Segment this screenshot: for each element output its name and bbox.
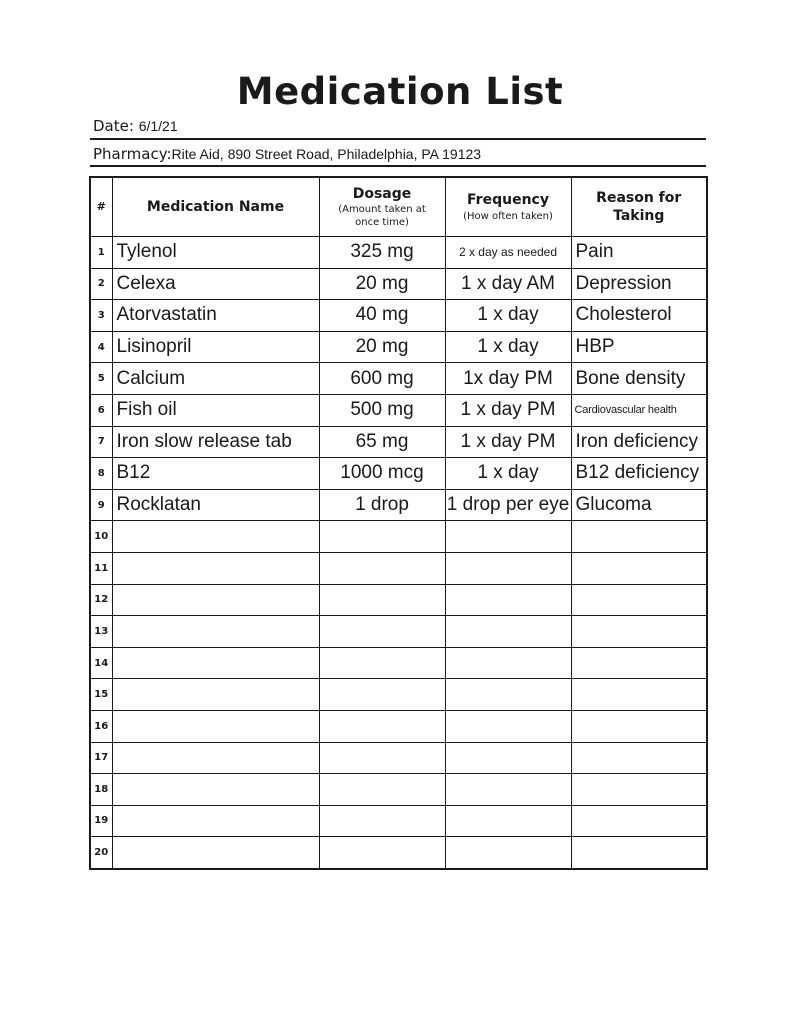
table-row xyxy=(90,394,707,426)
frequency-cell: 1 x day xyxy=(445,300,571,332)
medication-name-cell xyxy=(112,805,319,837)
row-number-cell: 8 xyxy=(90,458,112,490)
table-row xyxy=(90,647,707,679)
row-number-cell: 20 xyxy=(90,837,112,869)
frequency-cell xyxy=(445,679,571,711)
medication-name-cell: Calcium xyxy=(112,363,319,395)
date-label: Date: xyxy=(93,117,134,135)
table-row xyxy=(90,426,707,458)
medication-name-cell xyxy=(112,584,319,616)
reason-cell xyxy=(571,679,707,711)
medication-name-cell xyxy=(112,774,319,806)
medication-name-cell xyxy=(112,742,319,774)
frequency-cell xyxy=(445,647,571,679)
pharmacy-value: Rite Aid, 890 Street Road, Philadelphia, PA 19123 xyxy=(171,146,482,162)
frequency-cell xyxy=(445,805,571,837)
header-name: Medication Name xyxy=(112,177,319,237)
medication-name-cell: Fish oil xyxy=(112,394,319,426)
dosage-cell xyxy=(319,647,445,679)
dosage-cell xyxy=(319,805,445,837)
table-row xyxy=(90,489,707,521)
dosage-cell: 40 mg xyxy=(319,300,445,332)
reason-cell: Cardiovascular health xyxy=(571,394,707,426)
medication-name-cell xyxy=(112,552,319,584)
row-number-cell: 13 xyxy=(90,616,112,648)
table-row xyxy=(90,774,707,806)
dosage-cell: 500 mg xyxy=(319,394,445,426)
medication-name-cell xyxy=(112,710,319,742)
reason-cell: Pain xyxy=(571,237,707,269)
medication-name-cell xyxy=(112,837,319,869)
table-row xyxy=(90,331,707,363)
reason-cell: Iron deficiency xyxy=(571,426,707,458)
medication-table xyxy=(89,176,708,870)
medication-name-cell: Celexa xyxy=(112,268,319,300)
reason-cell: Glucoma xyxy=(571,489,707,521)
row-number-cell: 18 xyxy=(90,774,112,806)
pharmacy-rule xyxy=(90,165,706,167)
pharmacy-line xyxy=(93,145,481,163)
dosage-cell xyxy=(319,552,445,584)
row-number-cell: 12 xyxy=(90,584,112,616)
date-value: 6/1/21 xyxy=(138,118,178,134)
dosage-cell: 20 mg xyxy=(319,331,445,363)
reason-cell xyxy=(571,552,707,584)
medication-name-cell: Atorvastatin xyxy=(112,300,319,332)
reason-cell xyxy=(571,616,707,648)
table-row xyxy=(90,268,707,300)
reason-cell xyxy=(571,805,707,837)
header-num: # xyxy=(90,177,112,237)
reason-cell: Cholesterol xyxy=(571,300,707,332)
reason-cell: HBP xyxy=(571,331,707,363)
frequency-cell xyxy=(445,742,571,774)
row-number-cell: 16 xyxy=(90,710,112,742)
row-number-cell: 4 xyxy=(90,331,112,363)
reason-cell xyxy=(571,837,707,869)
medication-name-cell: Lisinopril xyxy=(112,331,319,363)
frequency-cell xyxy=(445,774,571,806)
header-dosage-sub-1: (Amount taken at xyxy=(338,204,426,216)
reason-cell xyxy=(571,742,707,774)
frequency-cell xyxy=(445,521,571,553)
dosage-cell: 1000 mcg xyxy=(319,458,445,490)
frequency-cell xyxy=(445,616,571,648)
row-number-cell: 15 xyxy=(90,679,112,711)
row-number-cell: 1 xyxy=(90,237,112,269)
reason-cell: B12 deficiency xyxy=(571,458,707,490)
date-rule xyxy=(90,138,706,140)
dosage-cell: 1 drop xyxy=(319,489,445,521)
row-number-cell: 6 xyxy=(90,394,112,426)
table-row xyxy=(90,584,707,616)
row-number-cell: 7 xyxy=(90,426,112,458)
table-row xyxy=(90,679,707,711)
frequency-cell: 2 x day as needed xyxy=(445,237,571,269)
medication-name-cell xyxy=(112,679,319,711)
dosage-cell xyxy=(319,679,445,711)
frequency-cell xyxy=(445,837,571,869)
medication-name-cell: Iron slow release tab xyxy=(112,426,319,458)
row-number-cell: 9 xyxy=(90,489,112,521)
dosage-cell xyxy=(319,521,445,553)
table-row xyxy=(90,616,707,648)
reason-cell: Bone density xyxy=(571,363,707,395)
medication-name-cell: Tylenol xyxy=(112,237,319,269)
dosage-cell xyxy=(319,710,445,742)
header-frequency-sub: (How often taken) xyxy=(463,210,553,222)
dosage-cell xyxy=(319,616,445,648)
reason-cell xyxy=(571,584,707,616)
reason-cell: Depression xyxy=(571,268,707,300)
frequency-cell: 1 drop per eye xyxy=(445,489,571,521)
row-number-cell: 10 xyxy=(90,521,112,553)
row-number-cell: 14 xyxy=(90,647,112,679)
table-row xyxy=(90,521,707,553)
medication-name-cell xyxy=(112,521,319,553)
page-title: Medication List xyxy=(236,70,564,113)
medication-name-cell xyxy=(112,647,319,679)
frequency-cell: 1 x day PM xyxy=(445,394,571,426)
frequency-cell: 1 x day xyxy=(445,458,571,490)
header-dosage xyxy=(319,177,445,237)
header-dosage-sub-2: once time) xyxy=(355,217,409,229)
date-line xyxy=(93,117,178,135)
dosage-cell: 20 mg xyxy=(319,268,445,300)
dosage-cell xyxy=(319,774,445,806)
frequency-cell: 1 x day xyxy=(445,331,571,363)
reason-cell xyxy=(571,710,707,742)
dosage-cell: 325 mg xyxy=(319,237,445,269)
dosage-cell: 600 mg xyxy=(319,363,445,395)
header-row xyxy=(90,177,707,237)
table-row xyxy=(90,742,707,774)
pharmacy-label: Pharmacy: xyxy=(93,145,172,163)
dosage-cell: 65 mg xyxy=(319,426,445,458)
header-reason xyxy=(571,177,707,237)
reason-cell xyxy=(571,774,707,806)
header-reason-line-1: Reason for xyxy=(596,189,682,206)
row-number-cell: 11 xyxy=(90,552,112,584)
table-row xyxy=(90,805,707,837)
table-row xyxy=(90,237,707,269)
frequency-cell xyxy=(445,710,571,742)
header-frequency-title: Frequency xyxy=(467,192,549,209)
row-number-cell: 3 xyxy=(90,300,112,332)
table-row xyxy=(90,837,707,869)
table-row xyxy=(90,363,707,395)
frequency-cell: 1x day PM xyxy=(445,363,571,395)
row-number-cell: 5 xyxy=(90,363,112,395)
row-number-cell: 2 xyxy=(90,268,112,300)
header-reason-line-2: Taking xyxy=(613,208,665,224)
row-number-cell: 19 xyxy=(90,805,112,837)
reason-cell xyxy=(571,647,707,679)
frequency-cell: 1 x day PM xyxy=(445,426,571,458)
table-row xyxy=(90,458,707,490)
frequency-cell xyxy=(445,584,571,616)
header-dosage-title: Dosage xyxy=(352,185,412,202)
medication-name-cell: Rocklatan xyxy=(112,489,319,521)
table-row xyxy=(90,300,707,332)
row-number-cell: 17 xyxy=(90,742,112,774)
dosage-cell xyxy=(319,584,445,616)
medication-name-cell xyxy=(112,616,319,648)
table-row xyxy=(90,552,707,584)
medication-name-cell: B12 xyxy=(112,458,319,490)
dosage-cell xyxy=(319,742,445,774)
frequency-cell: 1 x day AM xyxy=(445,268,571,300)
dosage-cell xyxy=(319,837,445,869)
table-row xyxy=(90,710,707,742)
frequency-cell xyxy=(445,552,571,584)
reason-cell xyxy=(571,521,707,553)
header-frequency xyxy=(445,177,571,237)
